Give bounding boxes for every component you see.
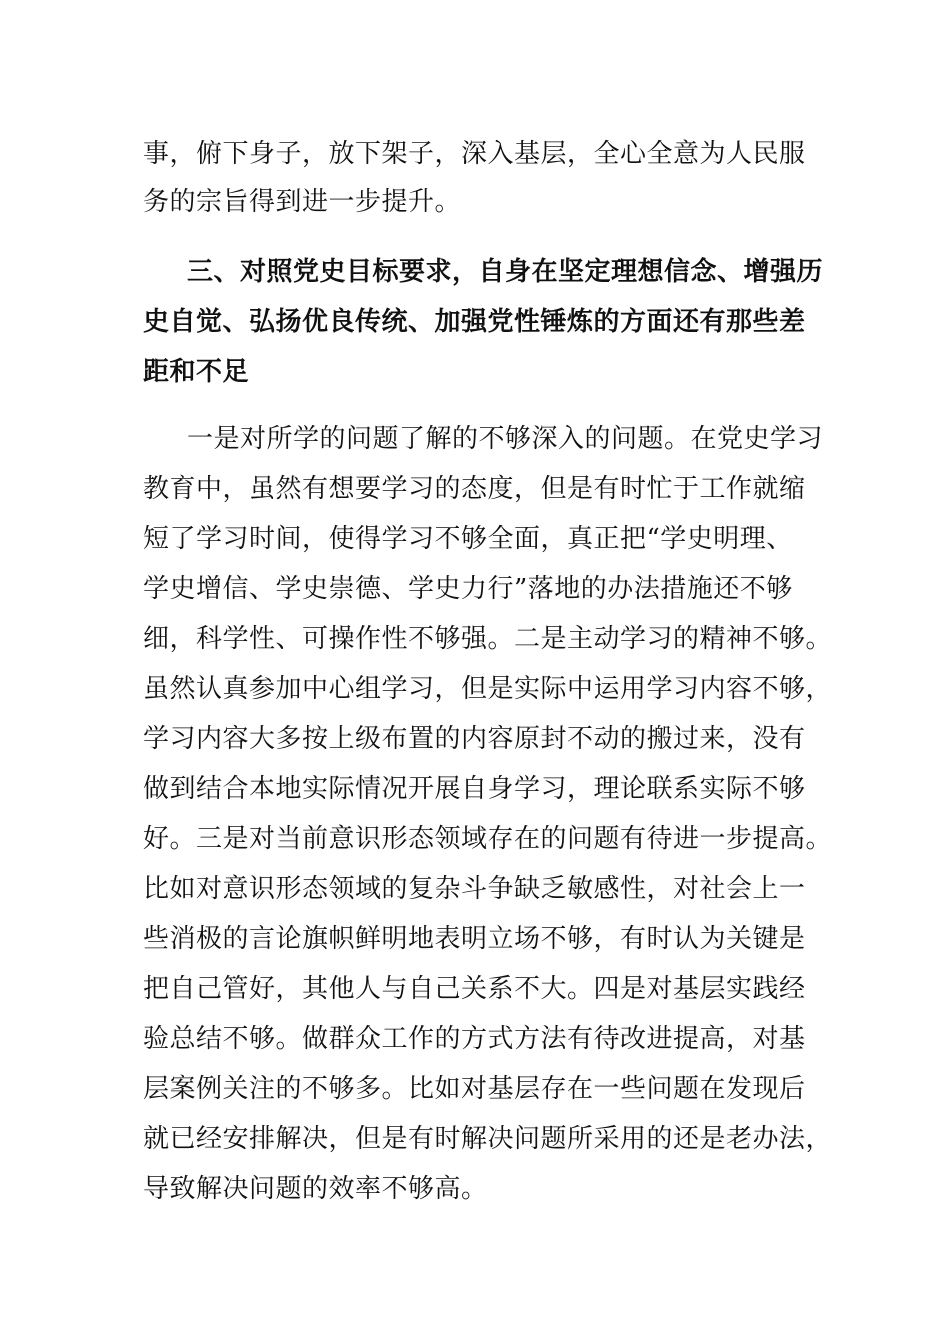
paragraph-line: 把自己管好，其他人与自己关系不大。四是对基层实践经 xyxy=(143,974,806,1004)
paragraph-line: 学史增信、学史崇德、学史力行”落地的办法措施还不够 xyxy=(143,574,793,604)
paragraph-line: 好。三是对当前意识形态领域存在的问题有待进一步提高。 xyxy=(143,824,833,854)
paragraph-line: 层案例关注的不够多。比如对基层存在一些问题在发现后 xyxy=(143,1074,806,1104)
paragraph-line: 学习内容大多按上级布置的内容原封不动的搬过来，没有 xyxy=(143,724,806,754)
paragraph-line: 就已经安排解决，但是有时解决问题所采用的还是老办法， xyxy=(143,1124,833,1154)
paragraph-line: 比如对意识形态领域的复杂斗争缺乏敏感性，对社会上一 xyxy=(143,874,806,904)
section-heading xyxy=(143,247,824,397)
continuation-paragraph xyxy=(143,130,808,226)
paragraph-line: 虽然认真参加中心组学习，但是实际中运用学习内容不够， xyxy=(143,674,833,704)
heading-line: 距和不足 xyxy=(143,357,250,387)
paragraph-line: 短了学习时间，使得学习不够全面，真正把“学史明理、 xyxy=(143,524,793,554)
paragraph-line: 细，科学性、可操作性不够强。二是主动学习的精神不够。 xyxy=(143,624,833,654)
paragraph-line: 务的宗旨得到进一步提升。 xyxy=(143,187,462,217)
paragraph-line: 一是对所学的问题了解的不够深入的问题。在党史学习 xyxy=(187,424,824,454)
paragraph-line: 教育中，虽然有想要学习的态度，但是有时忙于工作就缩 xyxy=(143,474,806,504)
paragraph-line: 验总结不够。做群众工作的方式方法有待改进提高，对基 xyxy=(143,1024,806,1054)
body-paragraph xyxy=(143,414,833,1214)
heading-line: 三、对照党史目标要求，自身在坚定理想信念、增强历 xyxy=(187,257,824,287)
heading-line: 史自觉、弘扬优良传统、加强党性锤炼的方面还有那些差 xyxy=(143,307,806,337)
paragraph-line: 做到结合本地实际情况开展自身学习，理论联系实际不够 xyxy=(143,774,806,804)
paragraph-line: 事，俯下身子，放下架子，深入基层，全心全意为人民服 xyxy=(143,139,806,169)
paragraph-line: 导致解决问题的效率不够高。 xyxy=(143,1174,488,1204)
paragraph-line: 些消极的言论旗帜鲜明地表明立场不够，有时认为关键是 xyxy=(143,924,806,954)
